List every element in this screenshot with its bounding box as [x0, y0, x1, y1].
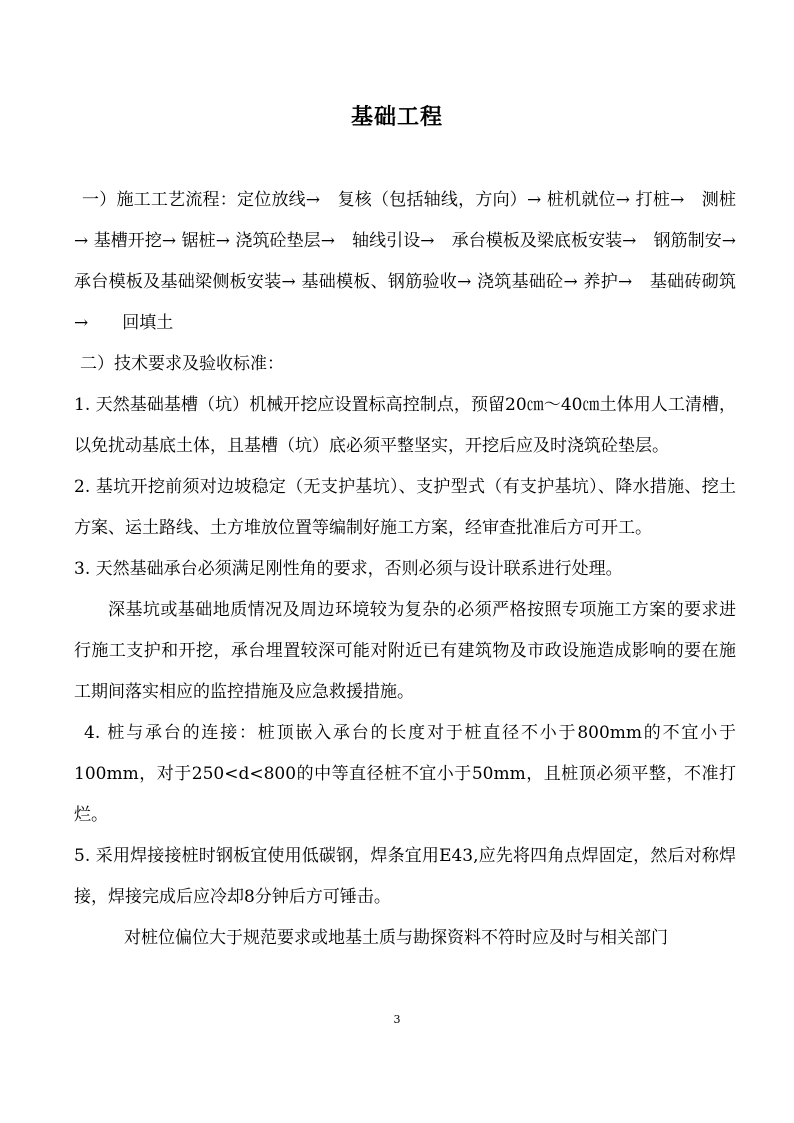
paragraph-item-4: 4. 桩与承台的连接：桩顶嵌入承台的长度对于桩直径不小于800mm的不宜小于100mm，对于250<d<800的中等直径桩不宜小于50mm，且桩顶必须平整，不准打烂。: [74, 723, 736, 825]
paragraph-item-2: 2. 基坑开挖前须对边坡稳定（无支护基坑）、支护型式（有支护基坑）、降水措施、挖土方案、运土路线、土方堆放位置等编制好施工方案，经审查批准后方可开工。: [74, 477, 736, 538]
paragraph-item-3-note: 深基坑或基础地质情况及周边环境较为复杂的必须严格按照专项施工方案的要求进行施工支护和开挖，承台埋置较深可能对附近已有建筑物及市政设施造成影响的要在施工期间落实相应的监控措施及应急救援措施。: [74, 600, 736, 702]
paragraph-section-2-heading: 二）技术要求及验收标准：: [80, 354, 284, 374]
paragraph-item-5-note: 对桩位偏位大于规范要求或地基土质与勘探资料不符时应及时与相关部门: [124, 928, 668, 948]
document-body: [74, 180, 753, 959]
paragraph-process-flow: 一）施工工艺流程：定位放线→ 复核（包括轴线，方向）→ 桩机就位→ 打桩→ 测桩→ 基槽开挖→ 锯桩→ 浇筑砼垫层→ 轴线引设→ 承台模板及梁底板安装→ 钢筋制安→ 承台模板及基础梁侧板安装→ 基础模板、钢筋验收→ 浇筑基础砼→ 养护→ 基础砖砌筑→ 回填土: [74, 190, 753, 333]
document-title: 基础工程: [350, 104, 443, 130]
paragraph-item-3: 3. 天然基础承台必须满足刚性角的要求，否则必须与设计联系进行处理。: [74, 559, 623, 579]
paragraph-item-5: 5. 采用焊接接桩时钢板宜使用低碳钢，焊条宜用E43,应先将四角点焊固定，然后对称焊接，焊接完成后应冷却8分钟后方可锤击。: [74, 846, 736, 907]
paragraph-item-1: 1. 天然基础基槽（坑）机械开挖应设置标高控制点，预留20㎝～40㎝土体用人工清槽，以免扰动基底土体，且基槽（坑）底必须平整坚实，开挖后应及时浇筑砼垫层。: [74, 395, 736, 456]
page-number: 3: [393, 1013, 401, 1026]
